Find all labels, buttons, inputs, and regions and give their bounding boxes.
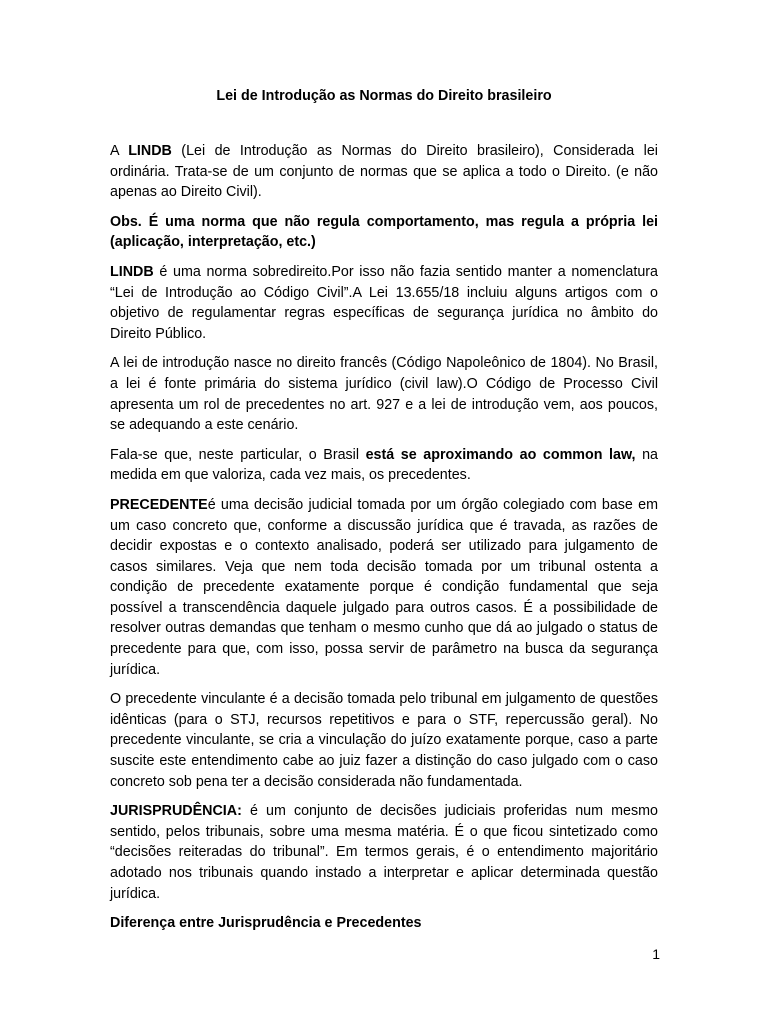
document-page xyxy=(110,86,658,943)
paragraph-origin: A lei de introdução nasce no direito francês (Código Napoleônico de 1804). No Brasil, a lei é fonte primária do sistema jurídico (civil law).O Código de Processo Civil apresenta um rol de precedentes no art. 927 e a lei de introdução vem, aos poucos, se adequando a este cenário. xyxy=(110,355,658,434)
paragraph-precedente-vinculante: O precedente vinculante é a decisão tomada pelo tribunal em julgamento de questões idênticas (para o STJ, recursos repetitivos e para o STF, repercussão geral). No precedente vinculante, se cria a vinculação do juízo exatamente porque, caso a parte suscite este entendimento cabe ao juiz fazer a distinção do caso julgado com o caso concreto sob pena ter a decisão considerada não fundamentada. xyxy=(110,691,658,790)
emphasis-common-law: está se aproximando ao common law, xyxy=(365,446,636,463)
paragraph-text: na medida em que valoriza, cada vez mais, os precedentes. xyxy=(110,446,658,484)
paragraph-lindb-definition xyxy=(110,141,658,203)
paragraph-lindb-sobredireito xyxy=(110,262,658,344)
paragraph-precedente xyxy=(110,495,658,680)
paragraph-observation: Obs. É uma norma que não regula comportamento, mas regula a própria lei (aplicação, interpretação, etc.) xyxy=(110,213,658,251)
term-jurisprudencia: JURISPRUDÊNCIA: xyxy=(110,803,242,820)
paragraph-common-law xyxy=(110,445,658,486)
paragraph-text: é uma norma sobredireito.Por isso não fazia sentido manter a nomenclatura “Lei de Introdução ao Código Civil”.A Lei 13.655/18 incluiu alguns artigos com o objetivo de regulamentar regras específicas de segurança jurídica no âmbito do Direito Público. xyxy=(110,263,658,342)
document-title: Lei de Introdução as Normas do Direito brasileiro xyxy=(216,88,552,104)
paragraph-text: é uma decisão judicial tomada por um órgão colegiado com base em um caso concreto que, conforme a discussão jurídica que é travada, as razões de decidir expostas e o contexto analisado, poderá ser utilizado para julgamento de casos similares. Veja que nem toda decisão tomada por um tribunal ostenta a condição de precedente exatamente porque é condição fundamental que seja possível a transcendência daquele julgado para outros casos. É a possibilidade de resolver outras demandas que tenham o mesmo cunho que dá ao julgado o status de precedente para que, com isso, possa servir de parâmetro na busca da segurança jurídica. xyxy=(110,496,658,678)
section-heading-diferenca: Diferença entre Jurisprudência e Precedentes xyxy=(110,915,422,932)
term-precedente: PRECEDENTE xyxy=(110,496,208,513)
paragraph-lead: A xyxy=(110,143,129,159)
paragraph-text: (Lei de Introdução as Normas do Direito brasileiro), Considerada lei ordinária. Trata-se de um conjunto de normas que se aplica a todo o Direito. (e não apenas ao Direito Civil). xyxy=(110,143,658,201)
term-lindb: LINDB xyxy=(110,263,154,280)
page-number: 1 xyxy=(652,946,660,962)
paragraph-text: Fala-se que, neste particular, o Brasil xyxy=(110,446,366,463)
paragraph-jurisprudencia xyxy=(110,801,658,904)
paragraph-text: é um conjunto de decisões judiciais proferidas num mesmo sentido, pelos tribunais, sobre uma mesma matéria. É o que ficou sintetizado como “decisões reiteradas do tribunal”. Em termos gerais, é o entendimento majoritário adotado nos tribunais quando instado a interpretar e aplicar determinada questão jurídica. xyxy=(110,803,658,902)
term-lindb: LINDB xyxy=(128,143,172,159)
